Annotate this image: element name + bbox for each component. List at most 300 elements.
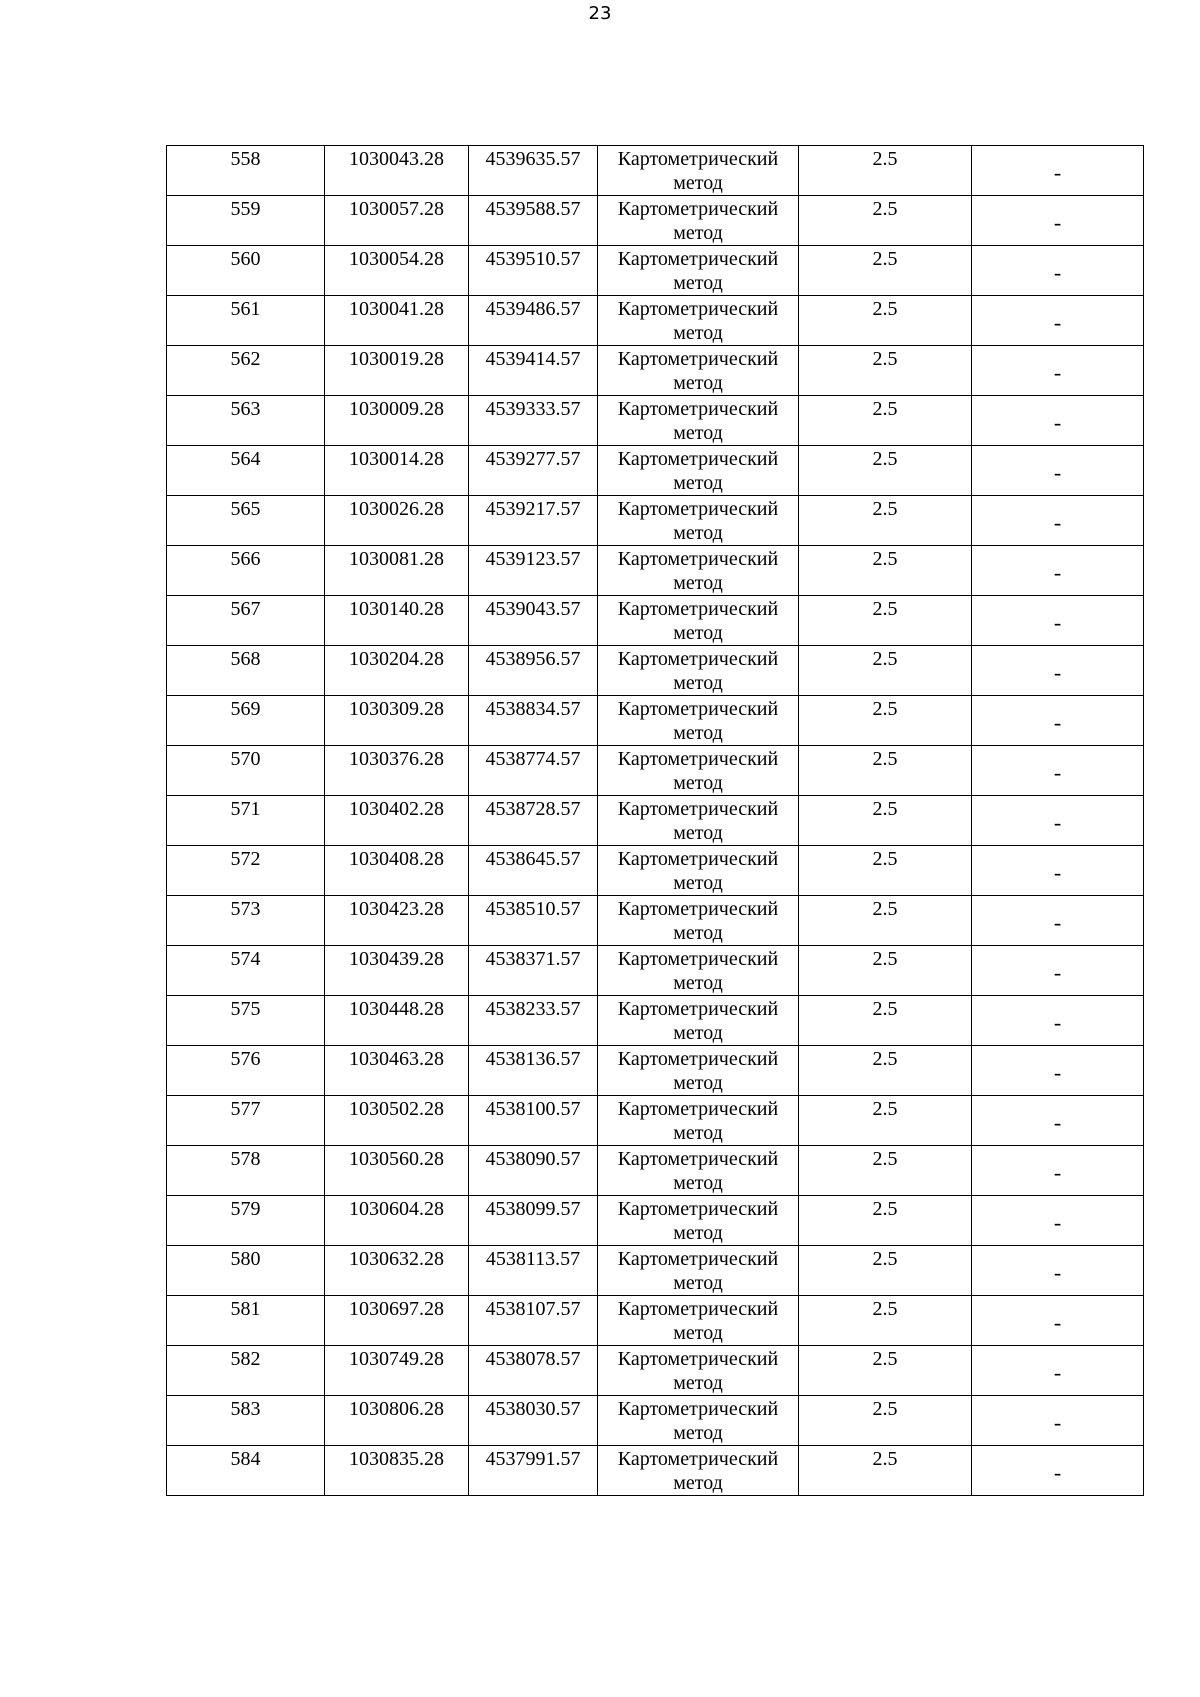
x-coordinate-value: 1030835.28 — [349, 1448, 444, 1470]
y-coordinate-value: 4538113.57 — [485, 1248, 581, 1270]
table-row — [167, 1146, 1144, 1196]
note-cell — [972, 396, 1144, 446]
method-line-2: метод — [673, 472, 723, 494]
point-number-value: 582 — [230, 1348, 261, 1370]
point-number-cell — [167, 546, 325, 596]
accuracy-cell — [799, 1046, 972, 1096]
method-cell — [598, 1046, 799, 1096]
accuracy-cell — [799, 196, 972, 246]
note-cell — [972, 946, 1144, 996]
point-number-cell — [167, 996, 325, 1046]
x-coordinate-cell — [325, 1096, 469, 1146]
point-number-value: 565 — [230, 498, 261, 520]
method-line-1: Картометрический — [617, 1098, 779, 1120]
accuracy-cell — [799, 696, 972, 746]
point-number-value: 568 — [230, 648, 261, 670]
x-coordinate-cell — [325, 346, 469, 396]
point-number-cell — [167, 1196, 325, 1246]
note-value: - — [1053, 709, 1062, 735]
table-row — [167, 1196, 1144, 1246]
y-coordinate-value: 4538078.57 — [485, 1348, 581, 1370]
y-coordinate-value: 4539635.57 — [485, 148, 581, 170]
point-number-cell — [167, 196, 325, 246]
note-cell — [972, 746, 1144, 796]
method-cell — [598, 896, 799, 946]
note-cell — [972, 996, 1144, 1046]
method-line-2: метод — [673, 222, 723, 244]
x-coordinate-value: 1030806.28 — [349, 1398, 444, 1420]
point-number-value: 566 — [230, 548, 261, 570]
accuracy-value: 2.5 — [872, 1148, 898, 1170]
accuracy-cell — [799, 1446, 972, 1496]
method-cell — [598, 846, 799, 896]
x-coordinate-value: 1030408.28 — [349, 848, 444, 870]
note-cell — [972, 646, 1144, 696]
accuracy-value: 2.5 — [872, 748, 898, 770]
x-coordinate-cell — [325, 396, 469, 446]
method-line-2: метод — [673, 572, 723, 594]
note-value: - — [1053, 659, 1062, 685]
y-coordinate-value: 4538100.57 — [485, 1098, 581, 1120]
method-line-1: Картометрический — [617, 498, 779, 520]
y-coordinate-value: 4538728.57 — [485, 798, 581, 820]
note-value: - — [1053, 1209, 1062, 1235]
method-cell — [598, 296, 799, 346]
point-number-value: 562 — [230, 348, 261, 370]
note-cell — [972, 496, 1144, 546]
x-coordinate-value: 1030009.28 — [349, 398, 444, 420]
method-cell — [598, 696, 799, 746]
method-line-1: Картометрический — [617, 1298, 779, 1320]
method-cell — [598, 146, 799, 196]
method-line-1: Картометрический — [617, 1398, 779, 1420]
point-number-cell — [167, 846, 325, 896]
point-number-value: 563 — [230, 398, 261, 420]
point-number-value: 581 — [230, 1298, 261, 1320]
x-coordinate-value: 1030041.28 — [349, 298, 444, 320]
point-number-value: 574 — [230, 948, 261, 970]
x-coordinate-value: 1030309.28 — [349, 698, 444, 720]
coordinates-table — [166, 145, 1144, 1496]
y-coordinate-cell — [469, 846, 598, 896]
point-number-value: 584 — [230, 1448, 261, 1470]
point-number-value: 561 — [230, 298, 261, 320]
table-row — [167, 346, 1144, 396]
x-coordinate-cell — [325, 496, 469, 546]
note-value: - — [1053, 1259, 1062, 1285]
x-coordinate-cell — [325, 896, 469, 946]
point-number-value: 578 — [230, 1148, 261, 1170]
method-cell — [598, 1446, 799, 1496]
point-number-value: 579 — [230, 1198, 261, 1220]
page-number: 23 — [588, 3, 612, 24]
method-line-2: метод — [673, 622, 723, 644]
method-line-2: метод — [673, 1372, 723, 1394]
note-cell — [972, 1146, 1144, 1196]
x-coordinate-value: 1030439.28 — [349, 948, 444, 970]
method-line-1: Картометрический — [617, 848, 779, 870]
y-coordinate-cell — [469, 946, 598, 996]
y-coordinate-cell — [469, 596, 598, 646]
y-coordinate-value: 4538030.57 — [485, 1398, 581, 1420]
x-coordinate-cell — [325, 1146, 469, 1196]
y-coordinate-value: 4539414.57 — [485, 348, 581, 370]
accuracy-value: 2.5 — [872, 998, 898, 1020]
note-cell — [972, 196, 1144, 246]
method-line-1: Картометрический — [617, 148, 779, 170]
note-cell — [972, 1196, 1144, 1246]
table-row — [167, 446, 1144, 496]
accuracy-value: 2.5 — [872, 498, 898, 520]
point-number-value: 570 — [230, 748, 261, 770]
method-line-2: метод — [673, 1172, 723, 1194]
method-line-1: Картометрический — [617, 1198, 779, 1220]
accuracy-cell — [799, 246, 972, 296]
method-line-2: метод — [673, 272, 723, 294]
method-line-2: метод — [673, 1072, 723, 1094]
note-cell — [972, 796, 1144, 846]
x-coordinate-cell — [325, 1446, 469, 1496]
y-coordinate-cell — [469, 1196, 598, 1246]
accuracy-value: 2.5 — [872, 848, 898, 870]
accuracy-value: 2.5 — [872, 1448, 898, 1470]
method-line-2: метод — [673, 972, 723, 994]
method-cell — [598, 446, 799, 496]
accuracy-cell — [799, 146, 972, 196]
note-cell — [972, 1246, 1144, 1296]
point-number-cell — [167, 346, 325, 396]
coordinates-table-body — [167, 146, 1144, 1496]
note-value: - — [1053, 159, 1062, 185]
note-cell — [972, 146, 1144, 196]
accuracy-value: 2.5 — [872, 698, 898, 720]
accuracy-value: 2.5 — [872, 548, 898, 570]
table-row — [167, 746, 1144, 796]
x-coordinate-value: 1030402.28 — [349, 798, 444, 820]
x-coordinate-cell — [325, 596, 469, 646]
x-coordinate-cell — [325, 1196, 469, 1246]
note-value: - — [1053, 609, 1062, 635]
accuracy-value: 2.5 — [872, 298, 898, 320]
accuracy-cell — [799, 646, 972, 696]
point-number-cell — [167, 1096, 325, 1146]
accuracy-cell — [799, 1096, 972, 1146]
method-cell — [598, 1096, 799, 1146]
x-coordinate-cell — [325, 1346, 469, 1396]
x-coordinate-value: 1030423.28 — [349, 898, 444, 920]
y-coordinate-value: 4539333.57 — [485, 398, 581, 420]
x-coordinate-value: 1030081.28 — [349, 548, 444, 570]
accuracy-value: 2.5 — [872, 898, 898, 920]
x-coordinate-value: 1030502.28 — [349, 1098, 444, 1120]
y-coordinate-value: 4538510.57 — [485, 898, 581, 920]
method-cell — [598, 796, 799, 846]
note-cell — [972, 1446, 1144, 1496]
point-number-cell — [167, 946, 325, 996]
table-row — [167, 596, 1144, 646]
y-coordinate-value: 4539510.57 — [485, 248, 581, 270]
method-line-2: метод — [673, 1222, 723, 1244]
point-number-cell — [167, 1346, 325, 1396]
note-cell — [972, 346, 1144, 396]
table-row — [167, 1396, 1144, 1446]
accuracy-value: 2.5 — [872, 198, 898, 220]
table-row — [167, 296, 1144, 346]
method-line-2: метод — [673, 1472, 723, 1494]
accuracy-value: 2.5 — [872, 1198, 898, 1220]
method-line-2: метод — [673, 1122, 723, 1144]
method-line-1: Картометрический — [617, 548, 779, 570]
accuracy-cell — [799, 596, 972, 646]
table-row — [167, 496, 1144, 546]
x-coordinate-value: 1030054.28 — [349, 248, 444, 270]
note-value: - — [1053, 259, 1062, 285]
method-line-1: Картометрический — [617, 398, 779, 420]
method-cell — [598, 1196, 799, 1246]
accuracy-cell — [799, 1196, 972, 1246]
accuracy-value: 2.5 — [872, 1298, 898, 1320]
point-number-value: 572 — [230, 848, 261, 870]
note-cell — [972, 1346, 1144, 1396]
method-line-1: Картометрический — [617, 198, 779, 220]
method-line-2: метод — [673, 372, 723, 394]
note-cell — [972, 1046, 1144, 1096]
x-coordinate-cell — [325, 246, 469, 296]
table-row — [167, 896, 1144, 946]
y-coordinate-cell — [469, 746, 598, 796]
y-coordinate-value: 4539486.57 — [485, 298, 581, 320]
accuracy-cell — [799, 896, 972, 946]
y-coordinate-cell — [469, 796, 598, 846]
accuracy-cell — [799, 496, 972, 546]
y-coordinate-value: 4539277.57 — [485, 448, 581, 470]
x-coordinate-cell — [325, 746, 469, 796]
note-value: - — [1053, 1059, 1062, 1085]
method-line-1: Картометрический — [617, 698, 779, 720]
y-coordinate-cell — [469, 196, 598, 246]
y-coordinate-value: 4538136.57 — [485, 1048, 581, 1070]
note-value: - — [1053, 859, 1062, 885]
table-row — [167, 1346, 1144, 1396]
accuracy-cell — [799, 796, 972, 846]
method-cell — [598, 246, 799, 296]
y-coordinate-value: 4538233.57 — [485, 998, 581, 1020]
x-coordinate-value: 1030697.28 — [349, 1298, 444, 1320]
point-number-cell — [167, 896, 325, 946]
x-coordinate-value: 1030204.28 — [349, 648, 444, 670]
x-coordinate-cell — [325, 646, 469, 696]
x-coordinate-cell — [325, 1046, 469, 1096]
y-coordinate-value: 4537991.57 — [485, 1448, 581, 1470]
note-cell — [972, 296, 1144, 346]
method-cell — [598, 196, 799, 246]
method-cell — [598, 596, 799, 646]
accuracy-value: 2.5 — [872, 248, 898, 270]
y-coordinate-cell — [469, 296, 598, 346]
method-line-2: метод — [673, 1022, 723, 1044]
point-number-cell — [167, 1046, 325, 1096]
y-coordinate-value: 4538834.57 — [485, 698, 581, 720]
table-row — [167, 696, 1144, 746]
point-number-cell — [167, 796, 325, 846]
method-line-2: метод — [673, 522, 723, 544]
accuracy-value: 2.5 — [872, 1098, 898, 1120]
x-coordinate-cell — [325, 796, 469, 846]
y-coordinate-value: 4538371.57 — [485, 948, 581, 970]
point-number-cell — [167, 646, 325, 696]
table-row — [167, 396, 1144, 446]
point-number-cell — [167, 446, 325, 496]
method-cell — [598, 1296, 799, 1346]
x-coordinate-cell — [325, 296, 469, 346]
point-number-value: 567 — [230, 598, 261, 620]
point-number-cell — [167, 1446, 325, 1496]
point-number-cell — [167, 1246, 325, 1296]
method-line-1: Картометрический — [617, 798, 779, 820]
accuracy-value: 2.5 — [872, 1398, 898, 1420]
note-cell — [972, 546, 1144, 596]
note-value: - — [1053, 1409, 1062, 1435]
y-coordinate-cell — [469, 1246, 598, 1296]
note-value: - — [1053, 1309, 1062, 1335]
y-coordinate-cell — [469, 146, 598, 196]
y-coordinate-value: 4538774.57 — [485, 748, 581, 770]
table-row — [167, 146, 1144, 196]
method-line-1: Картометрический — [617, 248, 779, 270]
method-line-1: Картометрический — [617, 898, 779, 920]
method-cell — [598, 646, 799, 696]
point-number-value: 571 — [230, 798, 261, 820]
note-cell — [972, 896, 1144, 946]
note-value: - — [1053, 1459, 1062, 1485]
y-coordinate-cell — [469, 1146, 598, 1196]
accuracy-cell — [799, 446, 972, 496]
method-line-2: метод — [673, 172, 723, 194]
method-cell — [598, 1246, 799, 1296]
y-coordinate-cell — [469, 996, 598, 1046]
method-line-2: метод — [673, 822, 723, 844]
table-row — [167, 646, 1144, 696]
method-line-2: метод — [673, 1422, 723, 1444]
y-coordinate-cell — [469, 646, 598, 696]
y-coordinate-cell — [469, 896, 598, 946]
note-cell — [972, 1396, 1144, 1446]
method-line-2: метод — [673, 922, 723, 944]
accuracy-value: 2.5 — [872, 648, 898, 670]
method-cell — [598, 546, 799, 596]
table-row — [167, 546, 1144, 596]
y-coordinate-cell — [469, 1296, 598, 1346]
table-row — [167, 946, 1144, 996]
method-line-2: метод — [673, 672, 723, 694]
x-coordinate-cell — [325, 1396, 469, 1446]
method-line-2: метод — [673, 1322, 723, 1344]
method-cell — [598, 946, 799, 996]
accuracy-cell — [799, 1346, 972, 1396]
x-coordinate-value: 1030560.28 — [349, 1148, 444, 1170]
accuracy-value: 2.5 — [872, 798, 898, 820]
accuracy-value: 2.5 — [872, 348, 898, 370]
x-coordinate-cell — [325, 196, 469, 246]
x-coordinate-value: 1030448.28 — [349, 998, 444, 1020]
point-number-value: 580 — [230, 1248, 261, 1270]
x-coordinate-cell — [325, 696, 469, 746]
x-coordinate-cell — [325, 1296, 469, 1346]
accuracy-cell — [799, 1296, 972, 1346]
accuracy-value: 2.5 — [872, 948, 898, 970]
note-cell — [972, 1296, 1144, 1346]
note-value: - — [1053, 509, 1062, 535]
x-coordinate-cell — [325, 946, 469, 996]
note-value: - — [1053, 359, 1062, 385]
method-line-1: Картометрический — [617, 998, 779, 1020]
note-value: - — [1053, 1359, 1062, 1385]
accuracy-value: 2.5 — [872, 598, 898, 620]
table-row — [167, 1246, 1144, 1296]
y-coordinate-value: 4539217.57 — [485, 498, 581, 520]
method-line-1: Картометрический — [617, 1148, 779, 1170]
y-coordinate-value: 4538645.57 — [485, 848, 581, 870]
method-line-1: Картометрический — [617, 648, 779, 670]
accuracy-cell — [799, 996, 972, 1046]
accuracy-value: 2.5 — [872, 448, 898, 470]
method-line-1: Картометрический — [617, 1248, 779, 1270]
point-number-cell — [167, 296, 325, 346]
point-number-cell — [167, 696, 325, 746]
method-line-2: метод — [673, 722, 723, 744]
note-value: - — [1053, 1109, 1062, 1135]
x-coordinate-value: 1030140.28 — [349, 598, 444, 620]
method-line-2: метод — [673, 422, 723, 444]
accuracy-cell — [799, 396, 972, 446]
point-number-value: 583 — [230, 1398, 261, 1420]
point-number-value: 564 — [230, 448, 261, 470]
y-coordinate-cell — [469, 1346, 598, 1396]
point-number-value: 575 — [230, 998, 261, 1020]
note-cell — [972, 696, 1144, 746]
method-line-1: Картометрический — [617, 1448, 779, 1470]
y-coordinate-cell — [469, 546, 598, 596]
method-line-2: метод — [673, 1272, 723, 1294]
y-coordinate-cell — [469, 346, 598, 396]
accuracy-value: 2.5 — [872, 398, 898, 420]
note-cell — [972, 1096, 1144, 1146]
point-number-value: 569 — [230, 698, 261, 720]
accuracy-value: 2.5 — [872, 1248, 898, 1270]
table-row — [167, 996, 1144, 1046]
method-line-2: метод — [673, 322, 723, 344]
point-number-value: 573 — [230, 898, 261, 920]
point-number-cell — [167, 746, 325, 796]
y-coordinate-value: 4538956.57 — [485, 648, 581, 670]
table-row — [167, 1096, 1144, 1146]
method-line-2: метод — [673, 872, 723, 894]
x-coordinate-value: 1030632.28 — [349, 1248, 444, 1270]
y-coordinate-value: 4538099.57 — [485, 1198, 581, 1220]
x-coordinate-value: 1030604.28 — [349, 1198, 444, 1220]
method-cell — [598, 996, 799, 1046]
table-row — [167, 196, 1144, 246]
note-cell — [972, 846, 1144, 896]
y-coordinate-value: 4539123.57 — [485, 548, 581, 570]
accuracy-cell — [799, 946, 972, 996]
x-coordinate-value: 1030014.28 — [349, 448, 444, 470]
point-number-cell — [167, 146, 325, 196]
point-number-cell — [167, 1396, 325, 1446]
x-coordinate-value: 1030376.28 — [349, 748, 444, 770]
note-cell — [972, 446, 1144, 496]
point-number-cell — [167, 1296, 325, 1346]
